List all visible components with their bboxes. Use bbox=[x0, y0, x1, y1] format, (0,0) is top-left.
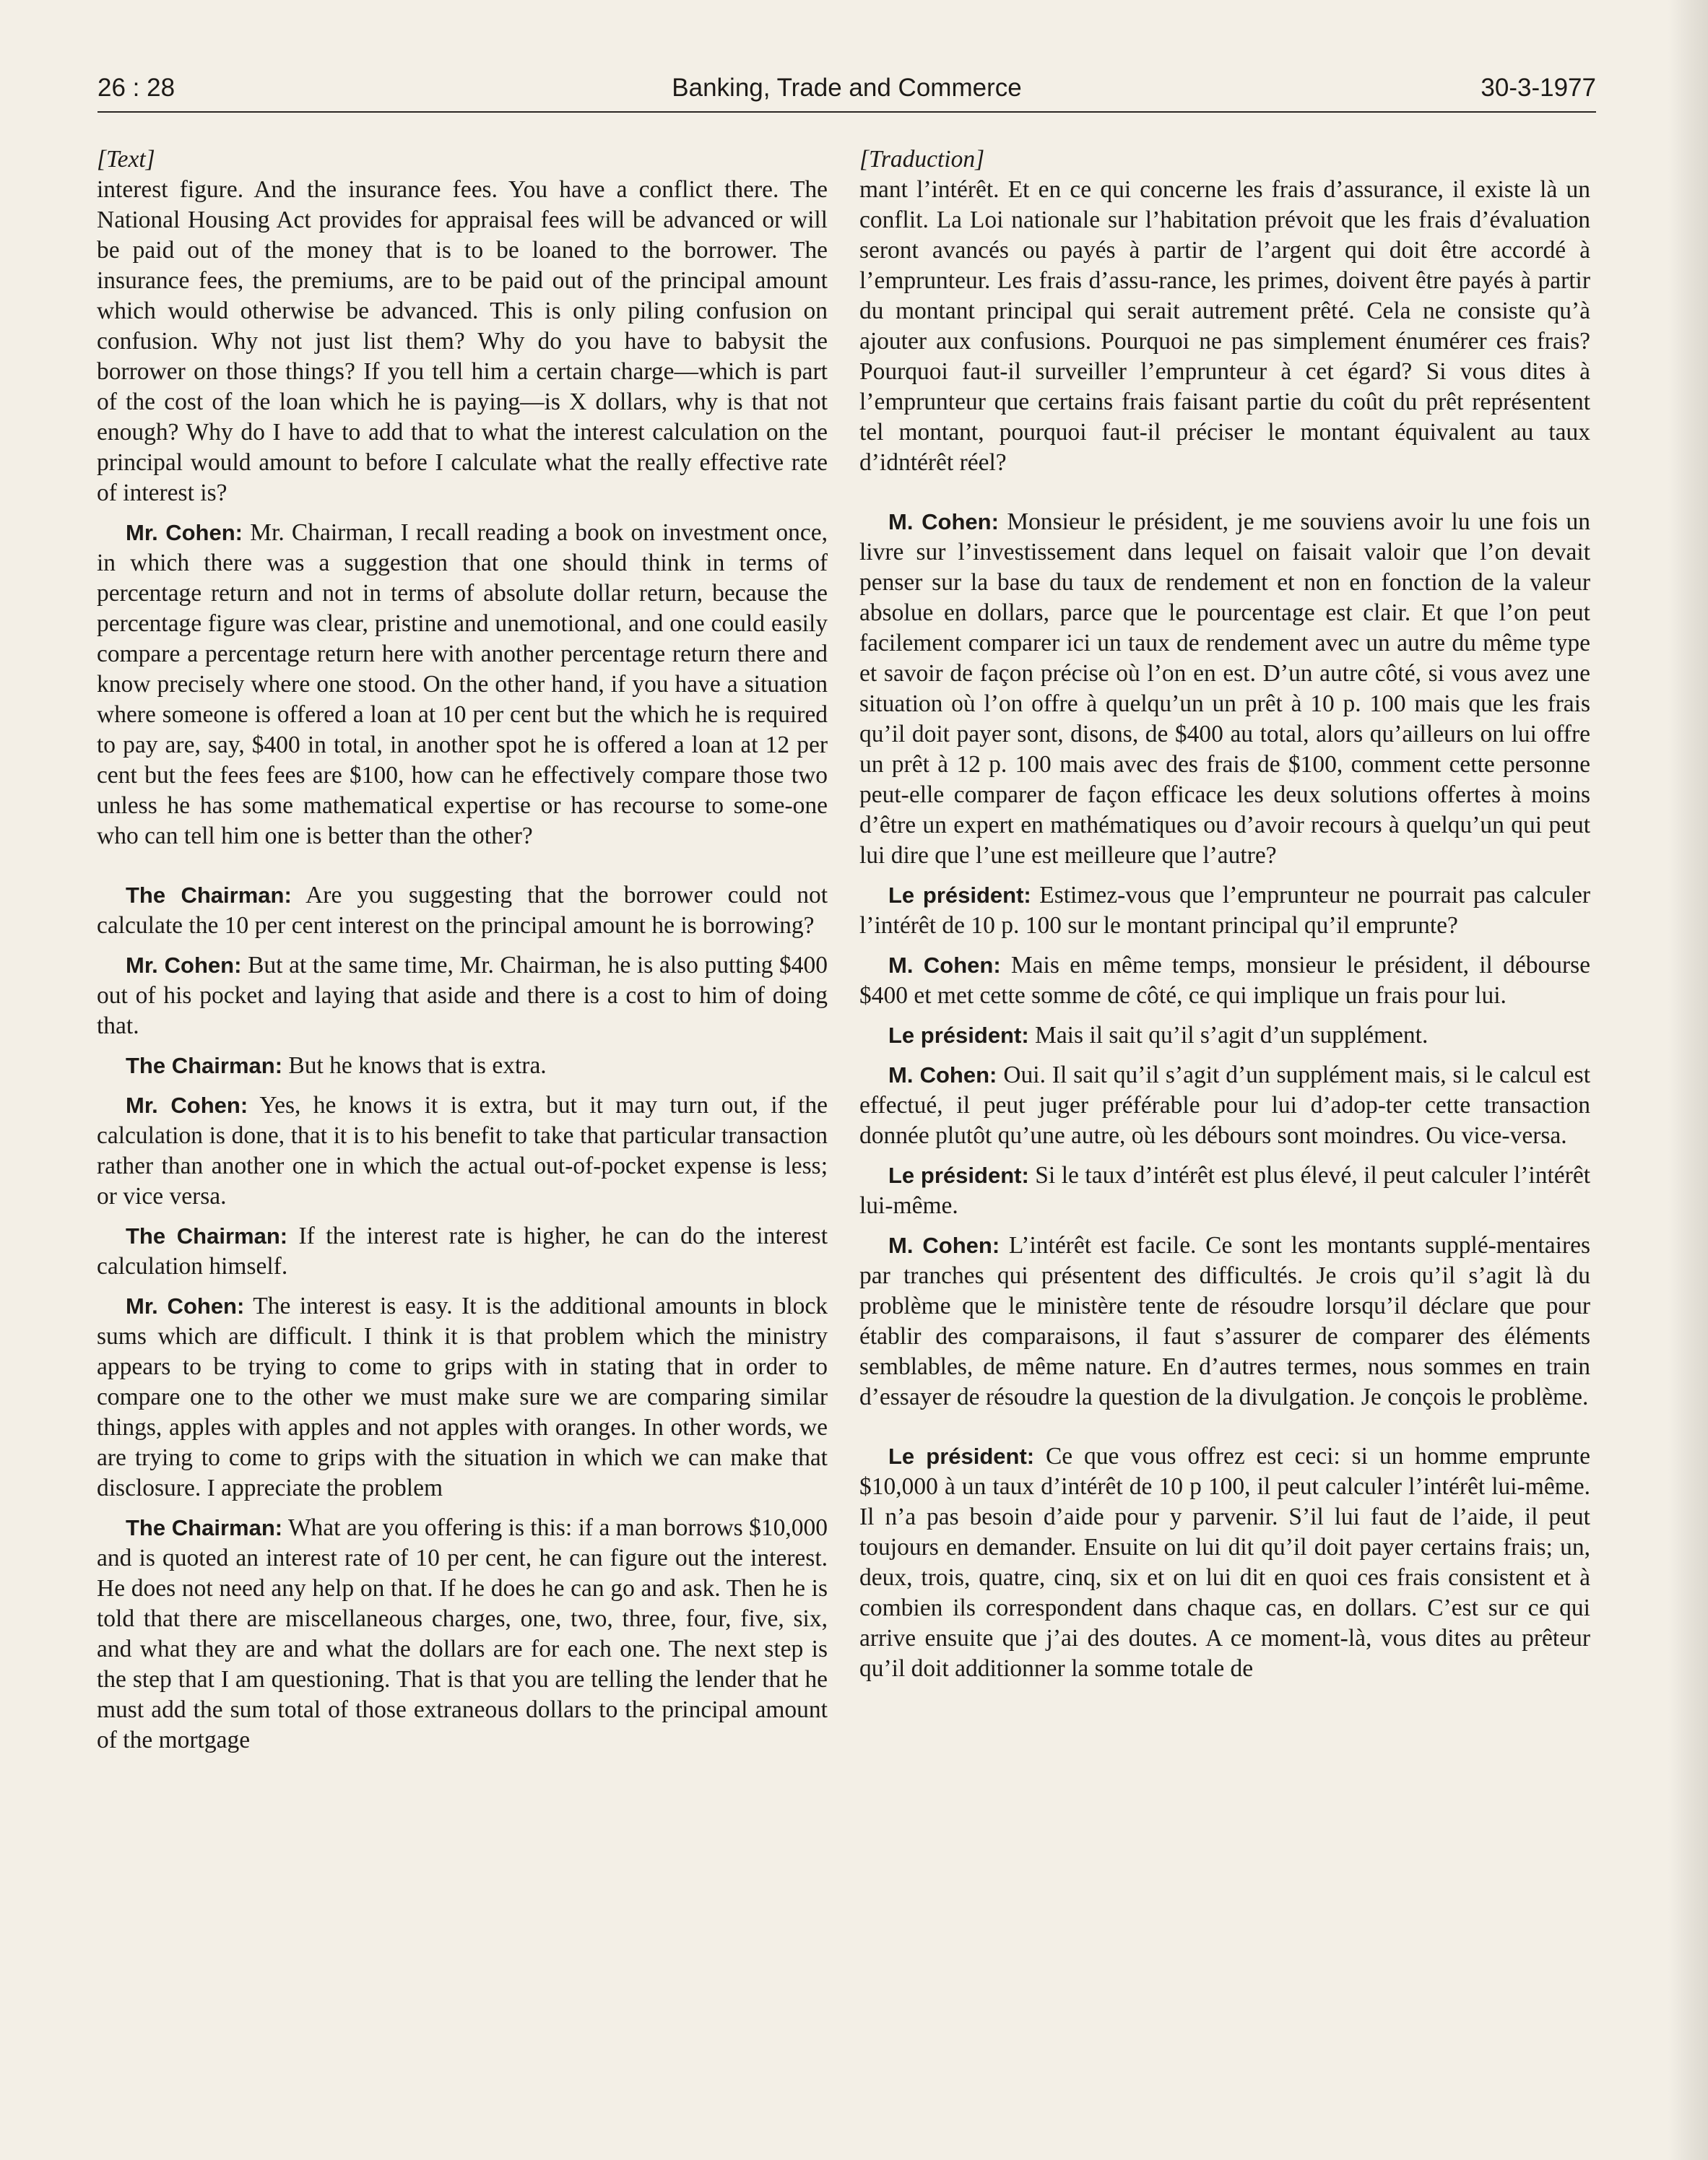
paragraph-text: If the interest rate is higher, he can do the interest calculation himself. bbox=[97, 1223, 828, 1280]
paragraph bbox=[97, 880, 828, 941]
speaker-label: Le président: bbox=[888, 1163, 1029, 1188]
french-column bbox=[859, 144, 1590, 1693]
language-tag: [Traduction] bbox=[859, 146, 985, 173]
speaker-label: Mr. Cohen: bbox=[126, 953, 242, 978]
page-edge-shadow bbox=[1668, 0, 1708, 2160]
paragraph bbox=[859, 950, 1590, 1011]
speaker-label: M. Cohen: bbox=[888, 1062, 997, 1088]
speaker-label: Mr. Cohen: bbox=[126, 520, 243, 545]
running-title: Banking, Trade and Commerce bbox=[672, 74, 1022, 102]
paragraph-text: But he knows that is extra. bbox=[288, 1052, 547, 1079]
paragraph bbox=[97, 1090, 828, 1212]
paragraph-text: Si le taux d’intérêt est plus élevé, il peut calculer l’intérêt lui-même. bbox=[859, 1162, 1590, 1219]
paragraph-text: Estimez-vous que l’emprunteur ne pourrait pas calculer l’intérêt de 10 p. 100 sur le montant principal qu’il emprunte? bbox=[859, 882, 1590, 939]
speaker-label: Mr. Cohen: bbox=[126, 1293, 245, 1319]
speaker-label: Le président: bbox=[888, 1023, 1029, 1048]
paragraph-text: Oui. Il sait qu’il s’agit d’un supplément mais, si le calcul est effectué, il peut juger préférable pour lui d’adop-ter cette transaction donnée plutôt qu’une autre, où les débours sont moindres. Ou vice-versa. bbox=[859, 1062, 1591, 1149]
speaker-label: M. Cohen: bbox=[888, 509, 999, 534]
paragraph-text: What are you offering is this: if a man borrows $10,000 and is quoted an interest rate of 10 per cent, he can figure out the interest. He does not need any help on that. If he does he can go and ask. Then he is told that there are miscellaneous charges, one, two, three, four, five, six, and what they are and what the dollars are for each one. The next step is the step that I am questioning. That is that you are telling the lender that he must add the sum total of those extraneous dollars to the principal amount of the mortgage bbox=[97, 1514, 828, 1753]
paragraph bbox=[859, 1161, 1590, 1221]
paragraph-text: Mais il sait qu’il s’agit d’un supplément. bbox=[1035, 1022, 1429, 1049]
paragraph bbox=[859, 175, 1590, 478]
speaker-label: Le président: bbox=[888, 882, 1031, 908]
paragraph bbox=[859, 880, 1590, 941]
paragraph bbox=[859, 1020, 1590, 1051]
speaker-label: The Chairman: bbox=[126, 1223, 288, 1249]
speaker-label: M. Cohen: bbox=[888, 953, 1001, 978]
paragraph bbox=[97, 518, 828, 851]
speaker-label: The Chairman: bbox=[126, 1053, 283, 1078]
language-tag: [Text] bbox=[97, 146, 155, 173]
paragraph-text: The interest is easy. It is the additional amounts in block sums which are difficult. I think it is that problem which the ministry appears to be trying to come to grips with in stating that in order to compare one to the other we must make sure we are comparing similar things, apples with apples and not apples with oranges. In other words, we are trying to come to grips with the situation in which we can make that disclosure. I appreciate the problem bbox=[97, 1293, 828, 1501]
paragraph-text: mant l’intérêt. Et en ce qui concerne les frais d’assurance, il existe là un conflit. La Loi nationale sur l’habitation prévoit que les frais d’évaluation seront avancés ou payés à partir de l’argent qui doit être accordé à l’emprunteur. Les frais d’assu-rance, les primes, doivent être payés à partir du montant principal qui serait autrement prêté. Cela ne consiste qu’à ajouter aux confusions. Pourquoi ne pas simplement énumérer ces frais? Pourquoi faut-il surveiller l’emprunteur à cet égard? Si vous dites à l’emprunteur que certains frais faisant partie du coût du prêt représentent tel montant, pourquoi faut-il préciser le montant équivalent au taux d’idntérêt réel? bbox=[859, 176, 1590, 476]
speaker-label: M. Cohen: bbox=[888, 1233, 1000, 1258]
paragraph bbox=[97, 1291, 828, 1504]
paragraph bbox=[859, 1441, 1590, 1684]
paragraph-text: Ce que vous offrez est ceci: si un homme emprunte $10,000 à un taux d’intérêt de 10 p 100, il peut calculer l’intérêt lui-même. Il n’a pas besoin d’aide pour y parvenir. S’il lui faut de l’aide, il peut toujours en demander. Ensuite on lui dit qu’il doit payer certains frais; un, deux, trois, quatre, cinq, six et on lui dit en quoi ces frais consistent et à combien ils correspondent dans chaque cas, en dollars. C’est sur ce qui arrive ensuite que j’ai des doutes. A ce moment-là, vous dites au prêteur qu’il doit additionner la somme totale de bbox=[859, 1443, 1590, 1682]
paragraph-text: But at the same time, Mr. Chairman, he is also putting $400 out of his pocket and laying that aside and there is a cost to him of doing that. bbox=[97, 952, 828, 1039]
paragraph-text: interest figure. And the insurance fees. You have a conflict there. The National Housing Act provides for appraisal fees will be advanced or will be paid out of the money that is to be loaned to the borrower. The insurance fees, the premiums, are to be paid out of the principal amount which would otherwise be advanced. This is only piling confusion on confusion. Why not just list them? Why do you have to babysit the borrower on those things? If you tell him a certain charge—which is part of the cost of the loan which he is paying—is X dollars, why is that not enough? Why do I have to add that to what the interest calculation on the principal would amount to before I calculate what the really effective rate of interest is? bbox=[97, 176, 828, 506]
paragraph-text: Monsieur le président, je me souviens avoir lu une fois un livre sur l’investissement dans lequel on faisait valoir que l’on devait penser sur la base du taux de rendement et non en fonction de la valeur absolue en dollars, parce que le pourcentage est clair. Et que l’on peut facilement comparer ici un taux de rendement avec un autre du même type et savoir de façon précise où l’on en est. D’un autre côté, si vous avez une situation où l’on offre à quelqu’un un prêt à 10 p. 100 mais que les frais qu’il doit payer sont, disons, de $400 au total, alors qu’ailleurs on lui offre un prêt à 12 p. 100 mais avec des frais de $100, comment cette personne peut-elle comparer de façon efficace les deux solutions offertes à moins d’être un expert en mathématiques ou d’avoir recours à quelqu’un qui peut lui dire que l’une est meilleure que l’autre? bbox=[859, 508, 1590, 869]
paragraph bbox=[97, 175, 828, 508]
header-date: 30-3-1977 bbox=[1481, 74, 1596, 102]
paragraph bbox=[859, 1060, 1590, 1151]
speaker-label: Le président: bbox=[888, 1444, 1035, 1469]
paragraph bbox=[97, 950, 828, 1041]
paragraph-text: L’intérêt est facile. Ce sont les montants supplé-mentaires par tranches qui présentent des difficultés. Je crois qu’il s’agit là du problème que le ministère tente de résoudre lorsqu’il déclare que pour établir des comparaisons, il faut s’assurer de comparer des éléments semblables, de même nature. En d’autres termes, nous sommes en train d’essayer de résoudre la question de la divulgation. Je conçois le problème. bbox=[859, 1232, 1591, 1410]
speaker-label: The Chairman: bbox=[126, 882, 292, 908]
speaker-label: The Chairman: bbox=[126, 1515, 283, 1540]
page-number: 26 : 28 bbox=[97, 74, 175, 102]
english-column bbox=[97, 144, 828, 1765]
speaker-label: Mr. Cohen: bbox=[126, 1093, 248, 1118]
paragraph bbox=[97, 1051, 828, 1081]
page-header bbox=[97, 71, 1596, 113]
paragraph bbox=[97, 1513, 828, 1756]
paragraph-text: Mais en même temps, monsieur le président, il débourse $400 et met cette somme de côté, ce qui implique un frais pour lui. bbox=[859, 952, 1591, 1009]
paragraph bbox=[97, 1221, 828, 1282]
paragraph bbox=[859, 1231, 1590, 1413]
paragraph-text: Mr. Chairman, I recall reading a book on investment once, in which there was a suggestion that one should think in terms of percentage return and not in terms of absolute dollar return, because the percentage figure was clear, pristine and unemotional, and one could easily compare a percentage return here with another percentage return there and know precisely where one stood. On the other hand, if you have a situation where someone is offered a loan at 10 per cent but the which he is required to pay are, say, $400 in total, in another spot he is offered a loan at 12 per cent but the fees fees are $100, how can he effectively compare those two unless he has some mathematical expertise or has recourse to some-one who can tell him one is better than the other? bbox=[97, 519, 828, 849]
paragraph-text: Yes, he knows it is extra, but it may turn out, if the calculation is done, that it is to his benefit to take that particular transaction rather than another one in which the actual out-of-pocket expense is less; or vice versa. bbox=[97, 1092, 828, 1210]
paragraph bbox=[859, 507, 1590, 871]
paragraph-text: Are you suggesting that the borrower could not calculate the 10 per cent interest on the principal amount he is borrowing? bbox=[97, 882, 828, 939]
